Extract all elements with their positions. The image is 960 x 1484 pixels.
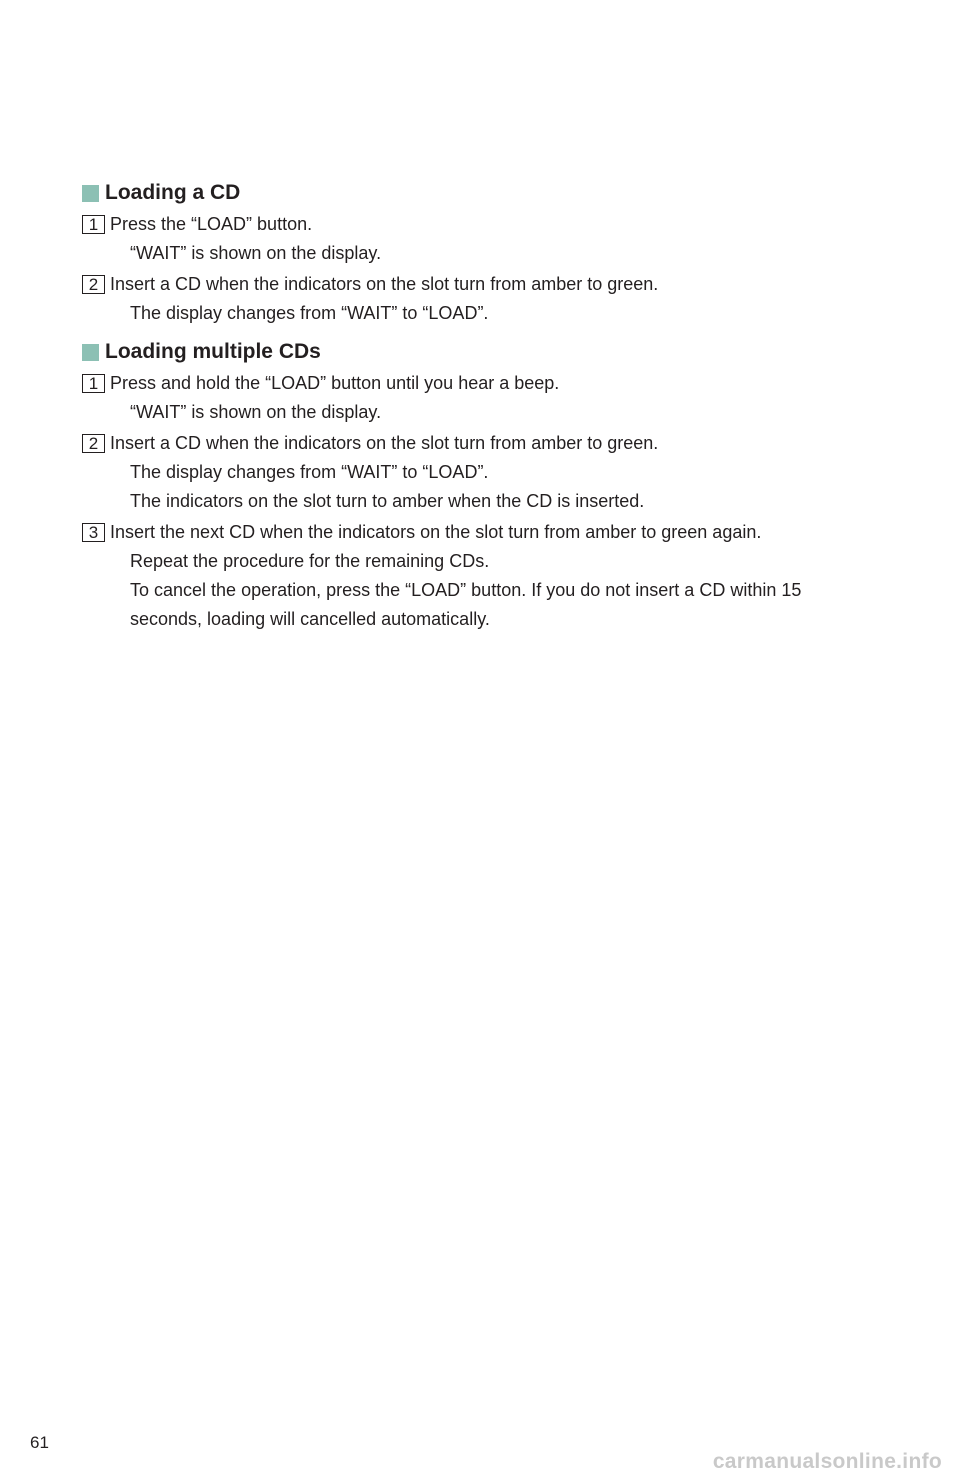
section-loading-multiple-cds [82, 337, 912, 634]
step-text: Press the “LOAD” button. [110, 214, 313, 234]
step-text: Press and hold the “LOAD” button until you hear a beep. [110, 373, 560, 393]
section-heading [82, 178, 912, 208]
section-loading-a-cd [82, 178, 912, 328]
step-number-box: 2 [82, 434, 105, 453]
step-text: Insert the next CD when the indicators on the slot turn from amber to green again. [110, 522, 762, 542]
step-number-box: 3 [82, 523, 105, 542]
step-note: The display changes from “WAIT” to “LOAD”. [130, 303, 489, 323]
step-note: “WAIT” is shown on the display. [130, 243, 382, 263]
step-text: Insert a CD when the indicators on the slot turn from amber to green. [110, 274, 659, 294]
heading-text: Loading a CD [105, 181, 241, 204]
step-note: seconds, loading will cancelled automatically. [130, 609, 490, 629]
heading-text: Loading multiple CDs [105, 340, 321, 363]
page-number: 61 [30, 1433, 49, 1452]
step-number-box: 2 [82, 275, 105, 294]
step-note: Repeat the procedure for the remaining CDs. [130, 551, 490, 571]
step-item [82, 429, 912, 516]
step-text: Insert a CD when the indicators on the slot turn from amber to green. [110, 433, 659, 453]
square-bullet-icon [82, 344, 99, 361]
step-item [82, 369, 912, 427]
step-item [82, 518, 912, 634]
step-note: The indicators on the slot turn to amber when the CD is inserted. [130, 491, 645, 511]
step-note: The display changes from “WAIT” to “LOAD”. [130, 462, 489, 482]
step-item [82, 210, 912, 268]
step-note: “WAIT” is shown on the display. [130, 402, 382, 422]
step-note: To cancel the operation, press the “LOAD” button. If you do not insert a CD within 15 [130, 580, 802, 600]
step-number-box: 1 [82, 215, 105, 234]
section-heading [82, 337, 912, 367]
step-number-box: 1 [82, 374, 105, 393]
square-bullet-icon [82, 185, 99, 202]
step-item [82, 270, 912, 328]
watermark: carmanualsonline.info [712, 1450, 942, 1473]
